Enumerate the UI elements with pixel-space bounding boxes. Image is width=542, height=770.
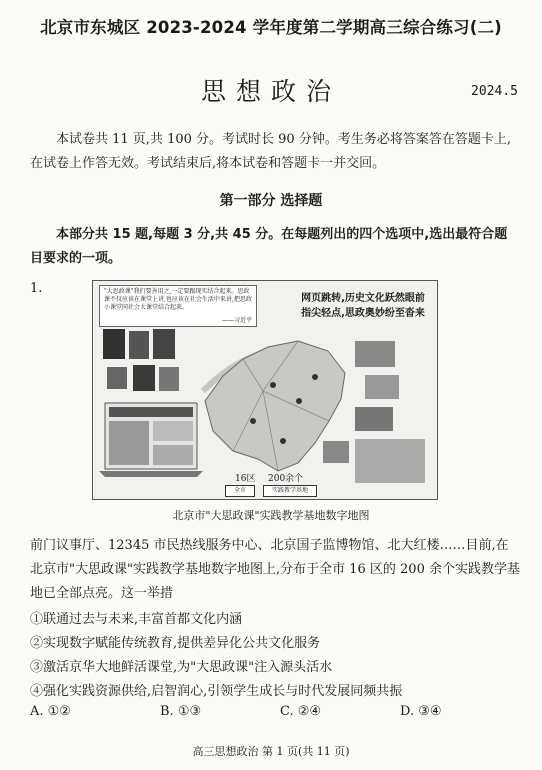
answer-choices	[30, 704, 520, 724]
exam-date: 2024.5	[471, 84, 518, 99]
statement-option-4: ④强化实践资源供给,启智润心,引领学生成长与时代发展同频共振	[30, 684, 403, 699]
landmark-illustration	[323, 441, 349, 463]
figure-slogan-line: 指尖轻点,思政奥妙纷至沓来	[301, 308, 425, 319]
screen-panel	[153, 421, 193, 441]
answer-choice-a: A. ①②	[30, 704, 71, 719]
statement-option-1: ①联通过去与未来,丰富首都文化内涵	[30, 612, 243, 627]
figure-label-bases: 实践教学基地	[263, 485, 317, 497]
screen-panel	[109, 421, 149, 465]
photo-thumb	[103, 329, 125, 359]
laptop-base	[99, 471, 203, 477]
screen-header-bar	[109, 407, 193, 417]
map-pin	[270, 382, 276, 388]
figure-slogan	[293, 291, 433, 321]
answer-choice-c: C. ②④	[280, 704, 322, 719]
figure-quote-signature: ——习近平	[221, 317, 252, 324]
map-pin	[280, 438, 286, 444]
intro-paragraph: 本试卷共 11 页,共 100 分。考试时长 90 分钟。考生务必将答案答在答题卡上,在试卷上作答无效。考试结束后,将本试卷和答题卡一并交回。	[30, 132, 511, 171]
answer-choice-d: D. ③④	[400, 704, 442, 719]
page-footer: 高三思想政治 第 1 页(共 11 页)	[192, 745, 350, 758]
landmark-illustration	[355, 407, 393, 431]
figure-caption: 北京市"大思政课"实践教学基地数字地图	[172, 509, 370, 522]
question-stem: 前门议事厅、12345 市民热线服务中心、北京国子监博物馆、北大红楼……目前,在北京市"大思政课"实践教学基地数字地图上,分布于全市 16 区的 200 余个实践教学基地已全部点亮。这一举措	[30, 538, 520, 601]
map-pin	[250, 418, 256, 424]
figure-stat-sites: 200余个	[268, 474, 304, 484]
photo-thumb	[129, 331, 149, 359]
landmark-illustration	[365, 375, 399, 399]
figure-quote-text: "大思政课"我们要善用之,一定要跟现实结合起来。思政课不仅应该在课堂上讲,也应该在社会生活中来讲,把思政小课堂同社会大课堂结合起来。	[104, 288, 252, 311]
subject-title: 思想政治	[200, 77, 341, 106]
instruction-paragraph: 本部分共 15 题,每题 3 分,共 45 分。在每题列出的四个选项中,选出最符合题目要求的一项。	[30, 227, 508, 266]
figure-quote-box	[99, 285, 257, 327]
map-pin	[296, 398, 302, 404]
photo-thumb	[153, 329, 175, 359]
screen-panel	[153, 445, 193, 465]
map-pin	[312, 374, 318, 380]
photo-thumb	[133, 365, 155, 391]
figure-label-citywide: 全市	[225, 485, 255, 497]
section-heading: 第一部分 选择题	[219, 193, 323, 209]
statement-option-3: ③激活京华大地鲜活课堂,为"大思政课"注入源头活水	[30, 660, 333, 675]
digital-map-figure	[92, 280, 438, 500]
landmark-illustration	[355, 341, 395, 367]
figure-slogan-line: 网页跳转,历史文化跃然眼前	[301, 293, 425, 304]
question-number: 1.	[30, 281, 43, 296]
exam-header-title: 北京市东城区 2023-2024 学年度第二学期高三综合练习(二)	[40, 18, 502, 37]
figure-stat-districts: 16区	[235, 474, 256, 484]
answer-choice-b: B. ①③	[160, 704, 202, 719]
photo-thumb	[107, 367, 127, 389]
landmark-illustration	[355, 439, 425, 483]
statement-option-2: ②实现数字赋能传统教育,提供差异化公共文化服务	[30, 636, 321, 651]
photo-thumb	[159, 367, 179, 391]
